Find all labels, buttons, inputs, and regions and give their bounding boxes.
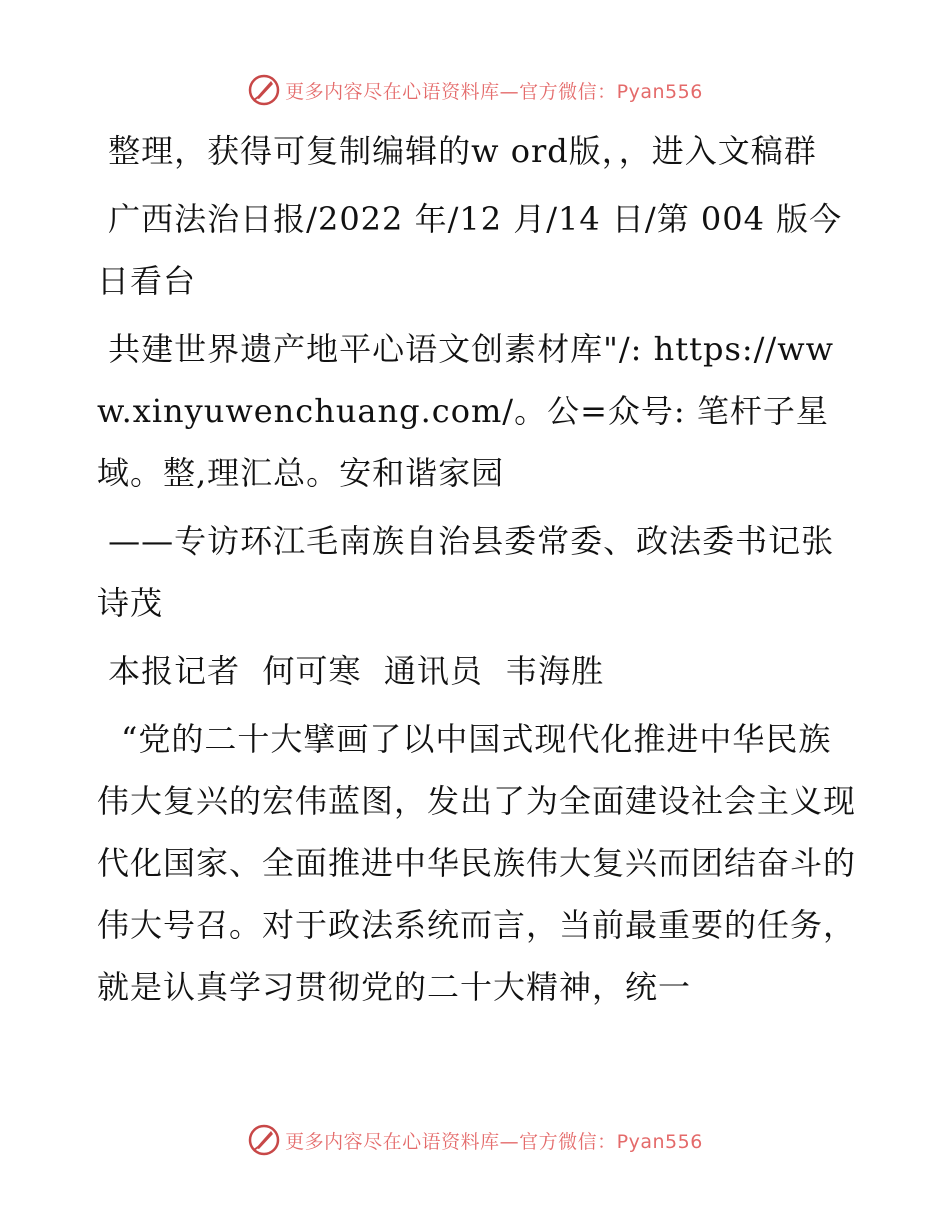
quill-logo-icon [247, 1123, 281, 1157]
paragraph-body: “党的二十大擘画了以中国式现代化推进中华民族伟大复兴的宏伟蓝图，发出了为全面建设社会主义现代化国家、全面推进中华民族伟大复兴而团结奋斗的伟大号召。对于政法系统而言，当前最重要的任务，就是认真学习贯彻党的二十大精神，统一 [97, 720, 857, 1006]
document-body [97, 120, 857, 1024]
footer-banner [0, 1120, 950, 1160]
paragraph-intro: 整理，获得可复制编辑的w ord版，，进入文稿群 [97, 132, 817, 170]
paragraph-subtitle: ——专访环江毛南族自治县委常委、政法委书记张诗茂 [97, 522, 835, 622]
header-banner-text: 更多内容尽在心语资料库—官方微信：Pyan556 [285, 80, 703, 103]
paragraph-byline: 本报记者 何可寒 通讯员 韦海胜 [97, 652, 605, 690]
paragraph-source: 广西法治日报/2022 年/12 月/14 日/第 004 版今日看台 [97, 200, 843, 300]
header-banner [0, 70, 950, 110]
footer-banner-text: 更多内容尽在心语资料库—官方微信：Pyan556 [285, 1130, 703, 1153]
paragraph-title: 共建世界遗产地平心语文创素材库"/: https://www.xinyuwenchuang.com/。公=众号: 笔杆子星域。整,理汇总。安和谐家园 [97, 330, 834, 492]
quill-logo-icon [247, 73, 281, 107]
